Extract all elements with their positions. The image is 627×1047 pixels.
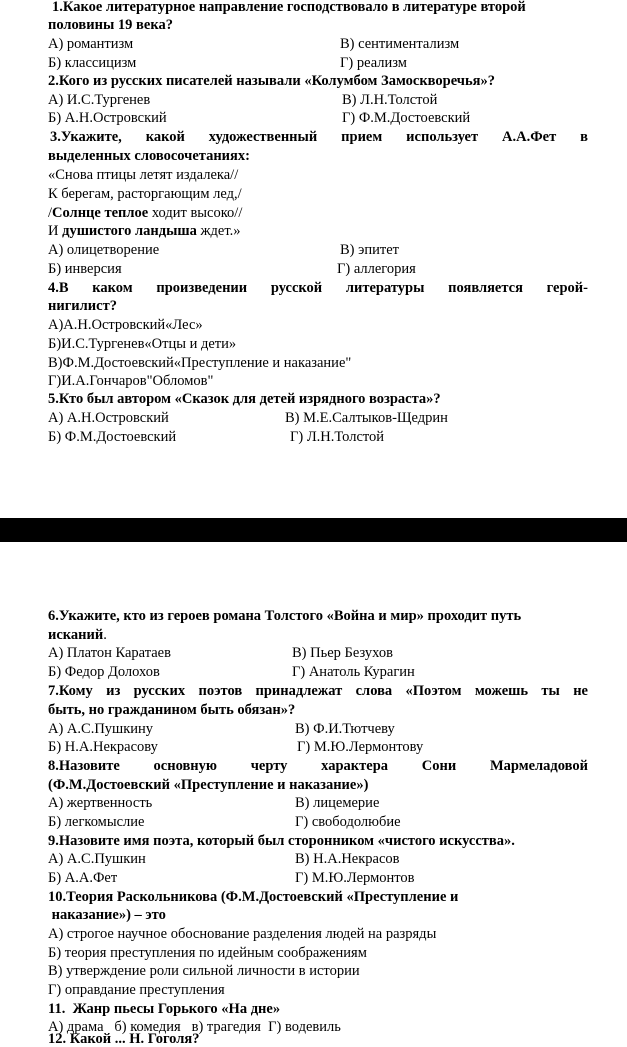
q1-title-line1: 1.Какое литературное направление господствовало в литературе второй — [52, 0, 526, 15]
q9-option-b: Б) А.А.Фет — [48, 870, 118, 886]
q9-title: 9.Назовите имя поэта, который был сторонником «чистого искусства». — [48, 833, 515, 849]
q5-option-g: Г) Л.Н.Толстой — [290, 429, 385, 445]
q10-option-g: Г) оправдание преступления — [48, 982, 225, 998]
q9-option-g: Г) М.Ю.Лермонтов — [295, 870, 415, 886]
q4-option-v: В)Ф.М.Достоевский«Преступление и наказание" — [48, 355, 352, 371]
q9-option-a: А) А.С.Пушкин — [48, 851, 146, 867]
page-separator-band — [0, 518, 627, 542]
q4-option-a: А)А.Н.Островский«Лес» — [48, 317, 203, 333]
q2-option-a: А) И.С.Тургенев — [48, 92, 151, 108]
q2-option-v: В) Л.Н.Толстой — [342, 92, 438, 108]
q6-option-v: В) Пьер Безухов — [292, 645, 393, 661]
q10-option-b: Б) теория преступления по идейным соображениям — [48, 945, 367, 961]
q7-option-b: Б) Н.А.Некрасову — [48, 739, 158, 755]
q3-poem3-post: ходит высоко// — [148, 205, 243, 221]
q1-option-g: Г) реализм — [340, 55, 407, 71]
q3-poem3-pre: / — [48, 205, 53, 221]
q3-poem-line4 — [48, 222, 240, 240]
q1-option-b: Б) классицизм — [48, 55, 137, 71]
q12-title-cut — [48, 1033, 388, 1047]
q1-option-v: В) сентиментализм — [340, 36, 460, 52]
q3-option-g: Г) аллегория — [337, 261, 416, 277]
q3-title-line2: выделенных словосочетаниях: — [48, 148, 250, 164]
q10-title-line1: 10.Теория Раскольникова (Ф.М.Достоевский «Преступление и — [48, 889, 459, 905]
q8-option-g: Г) свободолюбие — [295, 814, 401, 830]
q11-options: А) драма б) комедия в) трагедия Г) водевиль — [48, 1019, 341, 1035]
q8-option-b: Б) легкомыслие — [48, 814, 145, 830]
q2-option-b: Б) А.Н.Островский — [48, 110, 167, 126]
q6-option-g: Г) Анатоль Курагин — [292, 664, 415, 680]
q7-title-line1: 7.Кому из русских поэтов принадлежат слова «Поэтом можешь ты не — [48, 683, 588, 699]
q3-poem-line3 — [48, 204, 242, 222]
q3-title-line1: 3.Укажите, какой художественный прием использует А.А.Фет в — [50, 129, 588, 145]
q5-option-a: А) А.Н.Островский — [48, 410, 169, 426]
page-bottom — [0, 542, 627, 1041]
q8-option-v: В) лицемерие — [295, 795, 380, 811]
q7-option-a: А) А.С.Пушкину — [48, 721, 154, 737]
q4-option-b: Б)И.С.Тургенев«Отцы и дети» — [48, 336, 237, 352]
q7-option-g: Г) М.Ю.Лермонтову — [297, 739, 424, 755]
q8-title-line1: 8.Назовите основную черту характера Сони Мармеладовой — [48, 758, 588, 774]
q3-option-a: А) олицетворение — [48, 242, 160, 258]
q3-poem-line1: «Снова птицы летят издалека// — [48, 167, 239, 183]
q3-option-b: Б) инверсия — [48, 261, 122, 277]
q6-title-line2 — [48, 626, 107, 644]
q5-option-v: В) М.Е.Салтыков-Щедрин — [285, 410, 448, 426]
q4-title-line1: 4.В каком произведении русской литературы появляется герой- — [48, 280, 588, 296]
q6-option-a: А) Платон Каратаев — [48, 645, 171, 661]
q11-title: 11. Жанр пьесы Горького «На дне» — [48, 1001, 281, 1017]
q3-poem-line2: К берегам, расторгающим лед,/ — [48, 186, 242, 202]
q9-option-v: В) Н.А.Некрасов — [295, 851, 400, 867]
q7-option-v: В) Ф.И.Тютчеву — [295, 721, 395, 737]
q10-title-line2: наказание») – это — [48, 907, 166, 923]
page-top — [0, 0, 627, 518]
q10-option-a: А) строгое научное обоснование разделения людей на разряды — [48, 926, 437, 942]
q3-poem3-bold: Солнце теплое — [52, 205, 149, 221]
q3-option-v: В) эпитет — [340, 242, 399, 258]
q1-option-a: А) романтизм — [48, 36, 134, 52]
q5-option-b: Б) Ф.М.Достоевский — [48, 429, 177, 445]
q4-option-g: Г)И.А.Гончаров"Обломов" — [48, 373, 214, 389]
q3-poem4-pre: И — [48, 223, 63, 239]
q6-title-dot: . — [103, 627, 107, 643]
q6-option-b: Б) Федор Долохов — [48, 664, 160, 680]
q8-option-a: А) жертвенность — [48, 795, 153, 811]
q3-poem4-post: ждет.» — [196, 223, 241, 239]
q12-title-partial: 12. Какой ... Н. Гоголя? — [48, 1033, 200, 1047]
q10-option-v: В) утверждение роли сильной личности в истории — [48, 963, 360, 979]
q7-title-line2: быть, но гражданином быть обязан»? — [48, 702, 296, 718]
q2-option-g: Г) Ф.М.Достоевский — [342, 110, 471, 126]
q8-title-line2: (Ф.М.Достоевский «Преступление и наказание») — [48, 777, 369, 793]
q3-poem4-bold: душистого ландыша — [62, 223, 197, 239]
q2-title: 2.Кого из русских писателей называли «Колумбом Замоскворечья»? — [48, 73, 495, 89]
q6-title-word: исканий — [48, 627, 104, 643]
q1-title-line2: половины 19 века? — [48, 17, 173, 33]
q5-title: 5.Кто был автором «Сказок для детей изрядного возраста»? — [48, 391, 441, 407]
q6-title-line1: 6.Укажите, кто из героев романа Толстого «Война и мир» проходит путь — [48, 608, 522, 624]
q4-title-line2: нигилист? — [48, 298, 117, 314]
